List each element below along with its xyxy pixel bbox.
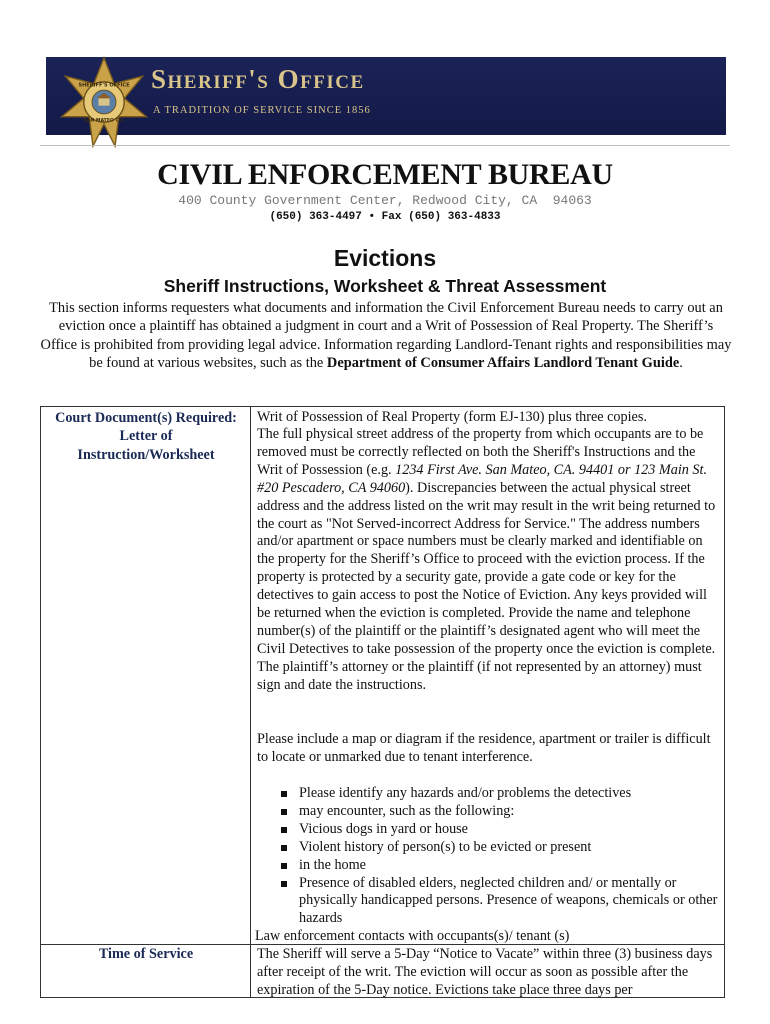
list-item: Violent history of person(s) to be evicted or present: [277, 839, 718, 857]
requirements-table: [40, 406, 725, 998]
banner-title: Sheriff's Office: [151, 64, 365, 94]
law-enforcement-contacts: Law enforcement contacts with occupants(s)/ tenant (s): [255, 928, 570, 944]
list-item: may encounter, such as the following:: [277, 803, 718, 821]
sheriff-star-badge-icon: [58, 56, 150, 148]
time-of-service-text: The Sheriff will serve a 5-Day “Notice to Vacate” within three (3) business days after receipt of the writ. The eviction will occur as soon as possible after the expiration of the 5-Day notice. Evictions take place three days per: [257, 946, 713, 998]
address-text-b: ). Discrepancies between the actual physical street address and the address listed on the writ may result in the writ being returned to the court as "Not Served-incorrect Address for Service." The address numbers and/or apartment or space numbers must be clearly marked and identifiable on the property for the Sheriff’s Office to proceed with the eviction process. If the property is protected by a security gate, provide a gate code or key for the detectives to gain access to post the Notice of Eviction. Any keys provided will be returned when the eviction is completed. Provide the name and telephone number(s) of the plaintiff or the plaintiff’s designated agent who will meet the Civil Detectives to take possession of the property once the eviction is complete. The plaintiff’s attorney or the plaintiff (if not represented by an attorney) must sign and date the instructions.: [257, 479, 716, 693]
bureau-phone: (650) 363-4497 • Fax (650) 363-4833: [269, 211, 501, 223]
intro-paragraph: [40, 299, 732, 373]
court-documents-label: [41, 409, 251, 464]
list-item: Please identify any hazards and/or problems the detectives: [277, 785, 718, 803]
svg-text:SAN MATEO CO.: SAN MATEO CO.: [83, 118, 125, 124]
list-item: Vicious dogs in yard or house: [277, 821, 718, 839]
page-title: Evictions: [333, 245, 437, 271]
page-subtitle: Sheriff Instructions, Worksheet & Threat Assessment: [163, 276, 607, 296]
label-column: [41, 407, 251, 997]
banner-subtitle: A TRADITION OF SERVICE SINCE 1856: [153, 105, 371, 116]
banner-divider: [40, 145, 730, 146]
list-item: Presence of disabled elders, neglected children and/ or mentally or physically handicapped persons. Presence of weapons, chemicals or other hazards: [277, 875, 718, 929]
address-requirement-paragraph: [257, 426, 718, 695]
court-documents-label-line3: Instruction/Worksheet: [77, 446, 215, 463]
intro-text: This section informs requesters what documents and information the Civil Enforcement Bureau needs to carry out an eviction once a plaintiff has obtained a judgment in court and a Writ of Possession of Real Property. The Sheriff’s Office is prohibited from providing legal advice. Information regarding Landlord-Tenant rights and responsibilities may be found at various websites, such as the: [40, 300, 732, 372]
court-documents-label-line1: Court Document(s) Required:: [55, 410, 237, 426]
hazards-list: [277, 785, 718, 928]
address-example: 1234 First Ave. San Mateo, CA. 94401 or 123 Main St. #20 Pescadero, CA 94060: [257, 461, 707, 496]
list-item: in the home: [277, 857, 718, 875]
writ-requirement: Writ of Possession of Real Property (form EJ-130) plus three copies.: [257, 409, 647, 425]
bureau-address: 400 County Government Center, Redwood City, CA 94063: [178, 193, 592, 208]
intro-end: .: [679, 355, 683, 372]
bureau-title: CIVIL ENFORCEMENT BUREAU: [157, 158, 613, 191]
time-of-service-label: Time of Service: [98, 946, 194, 962]
svg-text:SHERIFF'S OFFICE: SHERIFF'S OFFICE: [78, 82, 130, 89]
address-text-a: The full physical street address of the property from which occupants are to be removed must be correctly reflected on both the Sheriff's Instructions and the Writ of Possession (e.g.: [257, 426, 704, 478]
map-requirement-paragraph: Please include a map or diagram if the residence, apartment or trailer is difficult to locate or unmarked due to tenant interference.: [257, 731, 711, 765]
court-documents-label-line2: Letter of: [119, 428, 173, 445]
consumer-affairs-guide-link[interactable]: Department of Consumer Affairs Landlord Tenant Guide: [326, 355, 680, 372]
